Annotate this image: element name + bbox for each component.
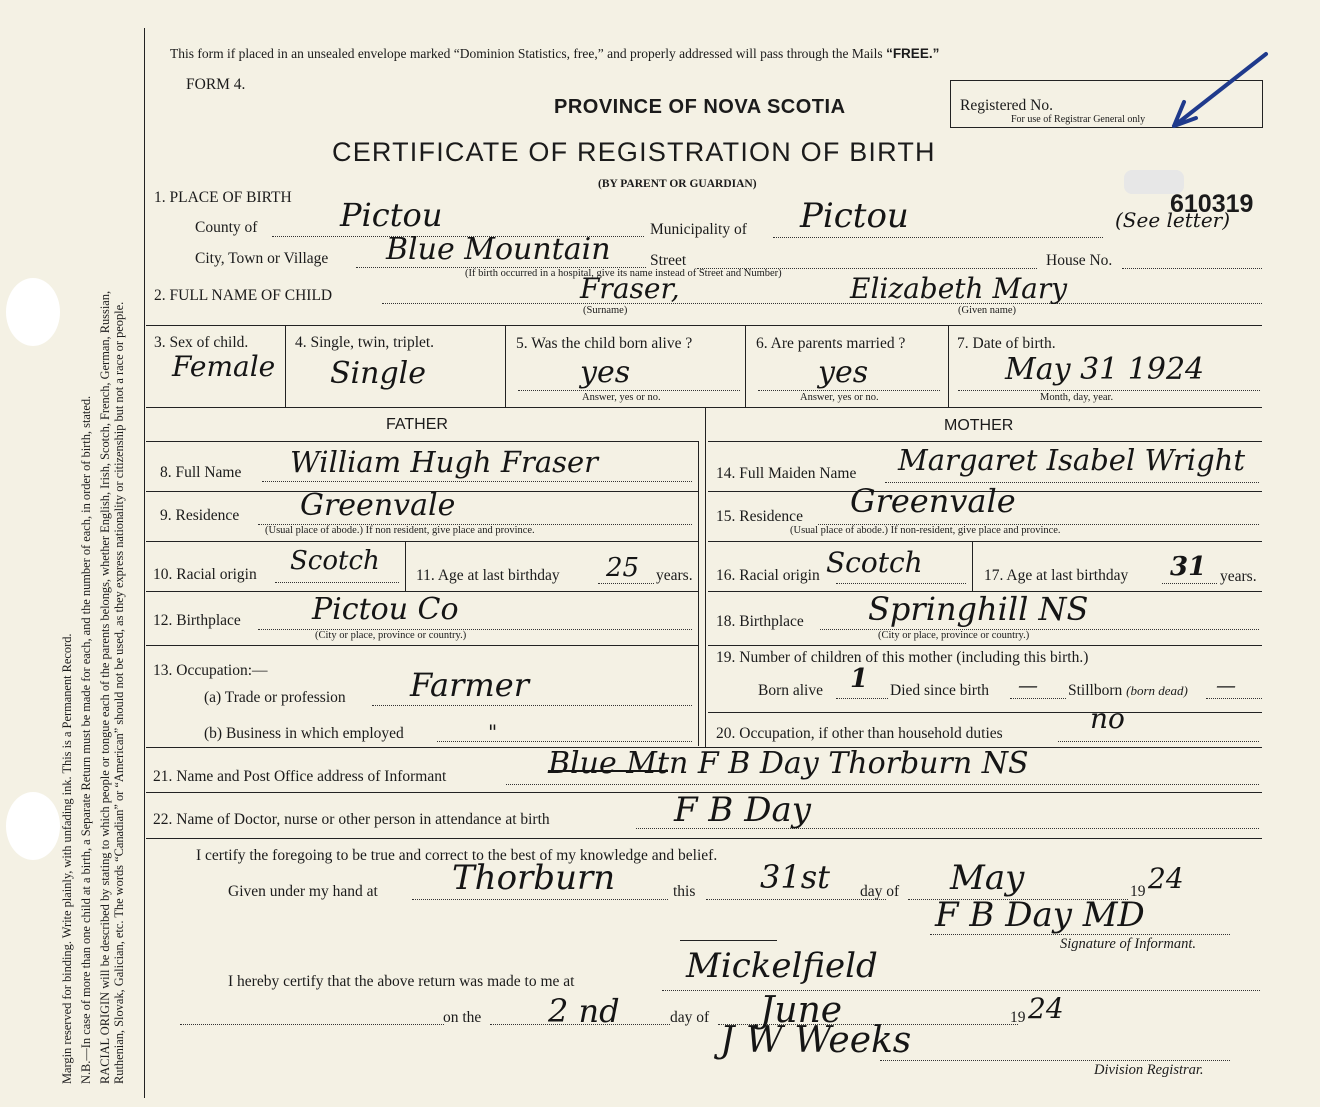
mother-racial-value: Scotch bbox=[826, 546, 923, 579]
born-alive-count-label: Born alive bbox=[758, 682, 823, 699]
informant-strikeout bbox=[548, 770, 668, 772]
mail-notice: This form if placed in an unsealed envelope marked “Dominion Statistics, free,” and properly addressed will pass through the Mails “FREE.” bbox=[170, 46, 940, 61]
father-birthplace-value: Pictou Co bbox=[312, 592, 459, 627]
mother-heading: MOTHER bbox=[944, 417, 1014, 434]
parents-married-caption: Answer, yes or no. bbox=[800, 392, 879, 403]
stillborn-label bbox=[1068, 682, 1188, 700]
trade-label: (a) Trade or profession bbox=[204, 689, 346, 706]
punch-hole-top bbox=[6, 278, 60, 346]
city-label: City, Town or Village bbox=[195, 250, 329, 267]
father-racial-value: Scotch bbox=[290, 546, 380, 576]
certify-this-label: this bbox=[673, 883, 696, 900]
father-occupation-label: 13. Occupation:— bbox=[153, 662, 268, 679]
plurality-value: Single bbox=[330, 356, 427, 391]
house-number-label: House No. bbox=[1046, 252, 1113, 269]
mother-abode-caption: (Usual place of abode.) If non-resident, give place and province. bbox=[790, 525, 1061, 536]
mother-occupation-label: 20. Occupation, if other than household duties bbox=[716, 725, 1003, 742]
mother-residence-label: 15. Residence bbox=[716, 508, 803, 525]
given-under-label: Given under my hand at bbox=[228, 883, 378, 900]
date-of-birth-value: May 31 1924 bbox=[1005, 352, 1205, 387]
certify-place-value: Thorburn bbox=[452, 858, 616, 898]
registrar-place-value: Mickelfield bbox=[686, 946, 878, 986]
mother-age-label: 17. Age at last birthday bbox=[984, 567, 1129, 584]
child-name-label: 2. FULL NAME OF CHILD bbox=[154, 287, 333, 304]
children-count-label: 19. Number of children of this mother (including this birth.) bbox=[716, 649, 1089, 666]
certify-dayof-label: day of bbox=[860, 883, 900, 900]
died-since-birth-label: Died since birth bbox=[890, 682, 990, 699]
margin-line-1: Margin reserved for binding. Write plainly, with unfading ink. This is a Permanent Record. bbox=[60, 633, 74, 1084]
place-of-birth-label: 1. PLACE OF BIRTH bbox=[154, 189, 292, 206]
informant-signature: F B Day MD bbox=[935, 895, 1145, 935]
doctor-label: 22. Name of Doctor, nurse or other person in attendance at birth bbox=[153, 811, 550, 828]
registrar-year-prefix: 19 bbox=[1010, 1009, 1026, 1026]
father-age-label: 11. Age at last birthday bbox=[416, 567, 560, 584]
mother-birthplace-value: Springhill NS bbox=[868, 590, 1089, 628]
father-years-label: years. bbox=[656, 567, 693, 584]
registered-label: Registered No. bbox=[960, 97, 1053, 114]
form-left-border bbox=[144, 28, 145, 1098]
province-title: PROVINCE OF NOVA SCOTIA bbox=[554, 96, 846, 118]
business-label: (b) Business in which employed bbox=[204, 725, 404, 742]
father-birthplace-caption: (City or place, province or country.) bbox=[315, 630, 467, 641]
margin-line-2: N.B.—In case of more than one child at a birth, a Separate Return must be made for each, and the number of each, in order of birth, stated. bbox=[79, 395, 93, 1084]
stillborn-value: — bbox=[1216, 673, 1236, 697]
born-alive-count-value: 1 bbox=[850, 664, 869, 694]
registrar-use-note: For use of Registrar General only bbox=[1011, 114, 1146, 125]
died-since-birth-value: — bbox=[1018, 673, 1038, 697]
sex-label: 3. Sex of child. bbox=[154, 334, 249, 351]
father-racial-label: 10. Racial origin bbox=[153, 566, 257, 583]
father-heading: FATHER bbox=[386, 416, 448, 433]
mother-birthplace-caption: (City or place, province or country.) bbox=[878, 630, 1030, 641]
hospital-note: (If birth occurred in a hospital, give its name instead of Street and Number) bbox=[465, 268, 782, 279]
plurality-label: 4. Single, twin, triplet. bbox=[295, 334, 435, 351]
registered-number: 610319 bbox=[1170, 190, 1254, 218]
municipality-label: Municipality of bbox=[650, 221, 747, 238]
father-birthplace-label: 12. Birthplace bbox=[153, 612, 241, 629]
city-value: Blue Mountain bbox=[386, 232, 611, 267]
father-name-value: William Hugh Fraser bbox=[290, 445, 599, 479]
father-age-value: 25 bbox=[606, 553, 640, 583]
division-registrar-caption: Division Registrar. bbox=[1094, 1062, 1204, 1078]
form-number: FORM 4. bbox=[186, 76, 246, 93]
certify-text: I certify the foregoing to be true and correct to the best of my knowledge and belief. bbox=[196, 847, 718, 864]
registrar-day-value: 2 nd bbox=[548, 992, 620, 1030]
surname-caption: (Surname) bbox=[583, 305, 628, 316]
informant-label: 21. Name and Post Office address of Informant bbox=[153, 768, 447, 785]
doctor-value: F B Day bbox=[674, 790, 811, 830]
born-alive-value: yes bbox=[580, 355, 631, 390]
date-of-birth-label: 7. Date of birth. bbox=[957, 335, 1056, 352]
father-abode-caption: (Usual place of abode.) If non resident, give place and province. bbox=[265, 525, 535, 536]
registrar-month-value: June bbox=[760, 990, 843, 1031]
registrar-signature: J W Weeks bbox=[720, 1020, 912, 1061]
parents-married-value: yes bbox=[818, 355, 869, 390]
mother-name-label: 14. Full Maiden Name bbox=[716, 465, 857, 482]
registered-note: (See letter) bbox=[1115, 208, 1231, 232]
informant-signature-caption: Signature of Informant. bbox=[1060, 936, 1197, 952]
margin-line-4: Ruthenian, Slovak, Galician, etc. The words “Canadian” or “American” should not be used, as they express nationality or citizenship but not a race or people. bbox=[112, 301, 126, 1084]
date-of-birth-caption: Month, day, year. bbox=[1040, 392, 1114, 403]
registrar-year-value: 24 bbox=[1028, 992, 1064, 1025]
child-surname: Fraser, bbox=[580, 272, 680, 305]
stillborn-text: Stillborn bbox=[1068, 682, 1123, 699]
mother-racial-label: 16. Racial origin bbox=[716, 567, 820, 584]
certificate-subtitle: (BY PARENT OR GUARDIAN) bbox=[598, 178, 757, 190]
mother-occupation-value: no bbox=[1090, 702, 1125, 735]
father-residence-label: 9. Residence bbox=[160, 507, 240, 524]
county-label: County of bbox=[195, 219, 258, 236]
registrar-certify-text: I hereby certify that the above return was made to me at bbox=[228, 973, 575, 990]
trade-value: Farmer bbox=[410, 666, 529, 704]
certify-month-value: May bbox=[950, 858, 1025, 898]
registrar-dayof-label: day of bbox=[670, 1009, 710, 1026]
given-name-caption: (Given name) bbox=[958, 305, 1017, 316]
stillborn-note: (born dead) bbox=[1126, 683, 1188, 698]
born-alive-caption: Answer, yes or no. bbox=[582, 392, 661, 403]
informant-value: Blue Mtn F B Day Thorburn NS bbox=[548, 746, 1029, 781]
parents-married-label: 6. Are parents married ? bbox=[756, 335, 906, 352]
father-name-label: 8. Full Name bbox=[160, 464, 242, 481]
street-label: Street bbox=[650, 252, 687, 269]
certify-day-value: 31st bbox=[760, 858, 830, 896]
born-alive-label: 5. Was the child born alive ? bbox=[516, 335, 693, 352]
mother-age-value: 31 bbox=[1170, 552, 1207, 582]
certify-year-prefix: 19 bbox=[1130, 883, 1146, 900]
mother-residence-value: Greenvale bbox=[850, 482, 1016, 520]
sex-value: Female bbox=[172, 350, 276, 383]
father-residence-value: Greenvale bbox=[300, 488, 456, 523]
mother-years-label: years. bbox=[1220, 568, 1257, 585]
punch-hole-bottom bbox=[6, 792, 60, 860]
margin-line-3: RACIAL ORIGIN will be described by stating to which people or tongue each of the parents belongs, whether English, Irish, Scotch, French, German, Russian, bbox=[98, 290, 112, 1084]
mother-birthplace-label: 18. Birthplace bbox=[716, 613, 804, 630]
registrar-on-label: on the bbox=[443, 1009, 482, 1026]
county-value: Pictou bbox=[340, 196, 443, 234]
business-value: " bbox=[488, 720, 498, 744]
mother-name-value: Margaret Isabel Wright bbox=[898, 443, 1245, 477]
municipality-value: Pictou bbox=[800, 196, 909, 236]
child-given-name: Elizabeth Mary bbox=[850, 272, 1068, 305]
certify-year-value: 24 bbox=[1148, 862, 1184, 895]
certificate-title: CERTIFICATE OF REGISTRATION OF BIRTH bbox=[332, 137, 936, 167]
registration-checkmark-icon bbox=[1170, 48, 1270, 137]
